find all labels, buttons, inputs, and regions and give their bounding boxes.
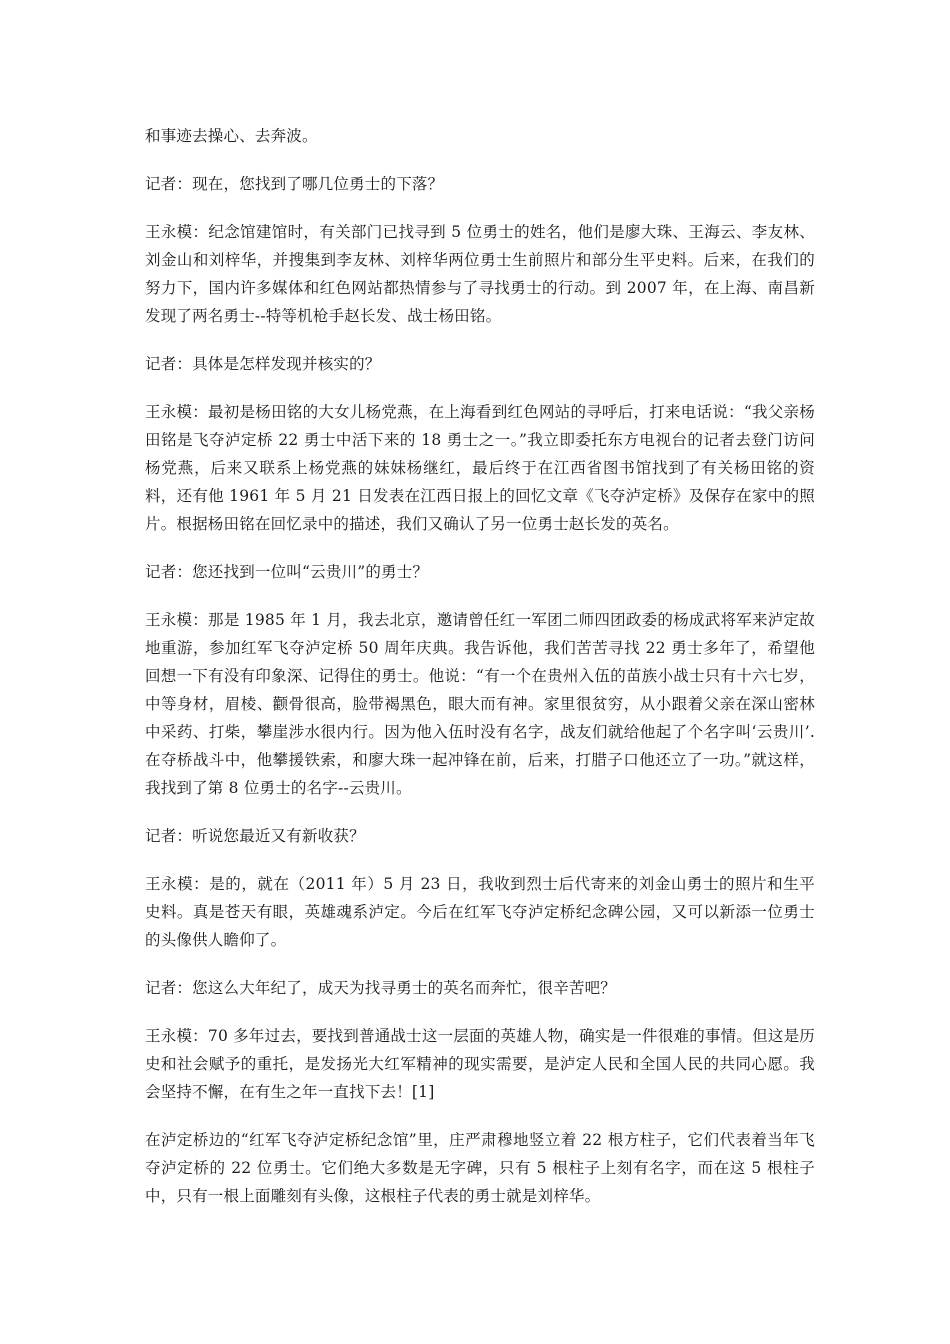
paragraph-answer-2: 王永模：最初是杨田铭的大女儿杨党燕，在上海看到红色网站的寻呼后，打来电话说：“我父亲杨田铭是飞夺泸定桥 22 勇士中活下来的 18 勇士之一。”我立即委托东方电视台的记者去登门访问杨党燕，后来又联系上杨党燕的妹妹杨继红，最后终于在江西省图书馆找到了有关杨田铭的资料，还有他 1961 年 5 月 21 日发表在江西日报上的回忆文章《飞夺泸定桥》及保存在家中的照片。根据杨田铭在回忆录中的描述，我们又确认了另一位勇士赵长发的英名。 [145, 403, 815, 533]
paragraph-question-3: 记者：您还找到一位叫“云贵川”的勇士？ [145, 563, 429, 581]
paragraph-question-4: 记者：听说您最近又有新收获？ [145, 827, 365, 845]
paragraph-answer-3: 王永模：那是 1985 年 1 月，我去北京，邀请曾任红一军团二师四团政委的杨成武将军来泸定故地重游，参加红军飞夺泸定桥 50 周年庆典。我告诉他，我们苦苦寻找 22 勇士多年了，希望他回想一下有没有印象深、记得住的勇士。他说：“有一个在贵州入伍的苗族小战士只有十六七岁，中等身材，眉棱、颧骨很高，脸带褐黑色，眼大而有神。家里很贫穷，从小跟着父亲在深山密林中采药、打柴，攀崖涉水很内行。因为他入伍时没有名字，战友们就给他起了个名字叫‘云贵川’.在夺桥战斗中，他攀援铁索，和廖大珠一起冲锋在前，后来，打腊子口他还立了一功。”就这样，我找到了第 8 位勇士的名字--云贵川。 [145, 611, 815, 797]
paragraph-intro-fragment: 和事迹去操心、去奔波。 [145, 127, 318, 145]
document-body [145, 122, 815, 1230]
paragraph-answer-1: 王永模：纪念馆建馆时，有关部门已找寻到 5 位勇士的姓名，他们是廖大珠、王海云、李友林、刘金山和刘梓华，并搜集到李友林、刘梓华两位勇士生前照片和部分生平史料。后来，在我们的努力下，国内许多媒体和红色网站都热情参与了寻找勇士的行动。到 2007 年，在上海、南昌新发现了两名勇士--特等机枪手赵长发、战士杨田铭。 [145, 223, 815, 325]
paragraph-question-1: 记者：现在，您找到了哪几位勇士的下落？ [145, 175, 444, 193]
paragraph-question-2: 记者：具体是怎样发现并核实的？ [145, 355, 381, 373]
paragraph-answer-5: 王永模：70 多年过去，要找到普通战士这一层面的英雄人物，确实是一件很难的事情。但这是历史和社会赋予的重托，是发扬光大红军精神的现实需要，是泸定人民和全国人民的共同心愿。我会坚持不懈，在有生之年一直找下去！[1] [145, 1027, 815, 1101]
paragraph-memorial: 在泸定桥边的“红军飞夺泸定桥纪念馆”里，庄严肃穆地竖立着 22 根方柱子，它们代表着当年飞夺泸定桥的 22 位勇士。它们绝大多数是无字碑，只有 5 根柱子上刻有名字，而在这 5 根柱子中，只有一根上面雕刻有头像，这根柱子代表的勇士就是刘梓华。 [145, 1131, 815, 1205]
paragraph-answer-4: 王永模：是的，就在（2011 年）5 月 23 日，我收到烈士后代寄来的刘金山勇士的照片和生平史料。真是苍天有眼，英雄魂系泸定。今后在红军飞夺泸定桥纪念碑公园，又可以新添一位勇士的头像供人瞻仰了。 [145, 875, 815, 949]
paragraph-question-5: 记者：您这么大年纪了，成天为找寻勇士的英名而奔忙，很辛苦吧？ [145, 979, 617, 997]
